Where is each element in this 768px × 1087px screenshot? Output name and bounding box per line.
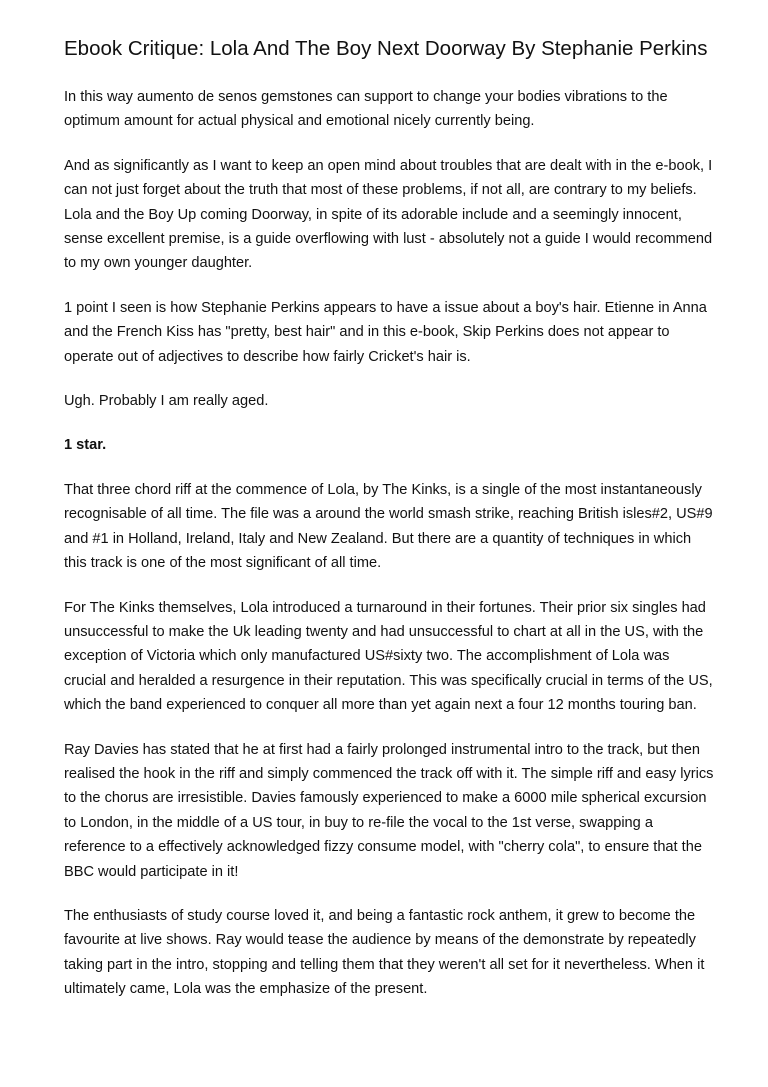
- rating-text: 1 star.: [64, 437, 107, 454]
- paragraph-hair: 1 point I seen is how Stephanie Perkins appears to have a issue about a boy's hair. Etienne in Anna and the French Kiss has "pretty, best hair" and in this e-book, Skip Perkins does not appear to operate out of adjectives to describe how fairly Cricket's hair is.: [64, 299, 707, 365]
- paragraph-davies: Ray Davies has stated that he at first had a fairly prolonged instrumental intro to the track, but then realised the hook in the riff and simply commenced the track off with it. The simple riff and easy lyrics to the chorus are irresistible. Davies famously experienced to make a 6000 mile spherical excursion to London, in the middle of a US tour, in buy to re-file the vocal to the 1st verse, swapping a reference to a effectively acknowledged fizzy consume model, with "cherry cola", to ensure that the BBC would participate in it!: [64, 741, 714, 880]
- paragraph-intro: In this way aumento de senos gemstones can support to change your bodies vibrations to the optimum amount for actual physical and emotional nicely currently being.: [64, 89, 668, 130]
- paragraph-riff: That three chord riff at the commence of Lola, by The Kinks, is a single of the most instantaneously recognisable of all time. The file was a around the world smash strike, reaching British isles#2, US#9 and #1 in Holland, Ireland, Italy and New Zealand. But there are a quantity of techniques in which this track is one of the most significant of all time.: [64, 481, 713, 572]
- paragraph-beliefs: And as significantly as I want to keep an open mind about troubles that are dealt with in the e-book, I can not just forget about the truth that most of these problems, if not all, are contrary to my beliefs. Lola and the Boy Up coming Doorway, in spite of its adorable include and a seemingly innocent, sense excellent premise, is a guide overflowing with lust - absolutely not a guide I would recommend to my own younger daughter.: [64, 157, 713, 272]
- paragraph-aged: Ugh. Probably I am really aged.: [64, 393, 269, 410]
- paragraph-enthusiasts: The enthusiasts of study course loved it, and being a fantastic rock anthem, it grew to become the favourite at live shows. Ray would tease the audience by means of the demonstrate by repeatedly taking part in the intro, stopping and telling them that they weren't all set for it nevertheless. When it ultimately came, Lola was the emphasize of the present.: [64, 907, 705, 998]
- paragraph-fortunes: For The Kinks themselves, Lola introduced a turnaround in their fortunes. Their prior six singles had unsuccessful to make the Uk leading twenty and had unsuccessful to chart at all in the US, with the exception of Victoria which only manufactured US#sixty two. The accomplishment of Lola was crucial and heralded a resurgence in their reputation. This was specifically crucial in terms of the US, which the band experienced to conquer all more than yet again next a four 12 months touring ban.: [64, 599, 713, 714]
- document-page: [64, 38, 714, 1022]
- page-title: Ebook Critique: Lola And The Boy Next Doorway By Stephanie Perkins: [64, 37, 708, 60]
